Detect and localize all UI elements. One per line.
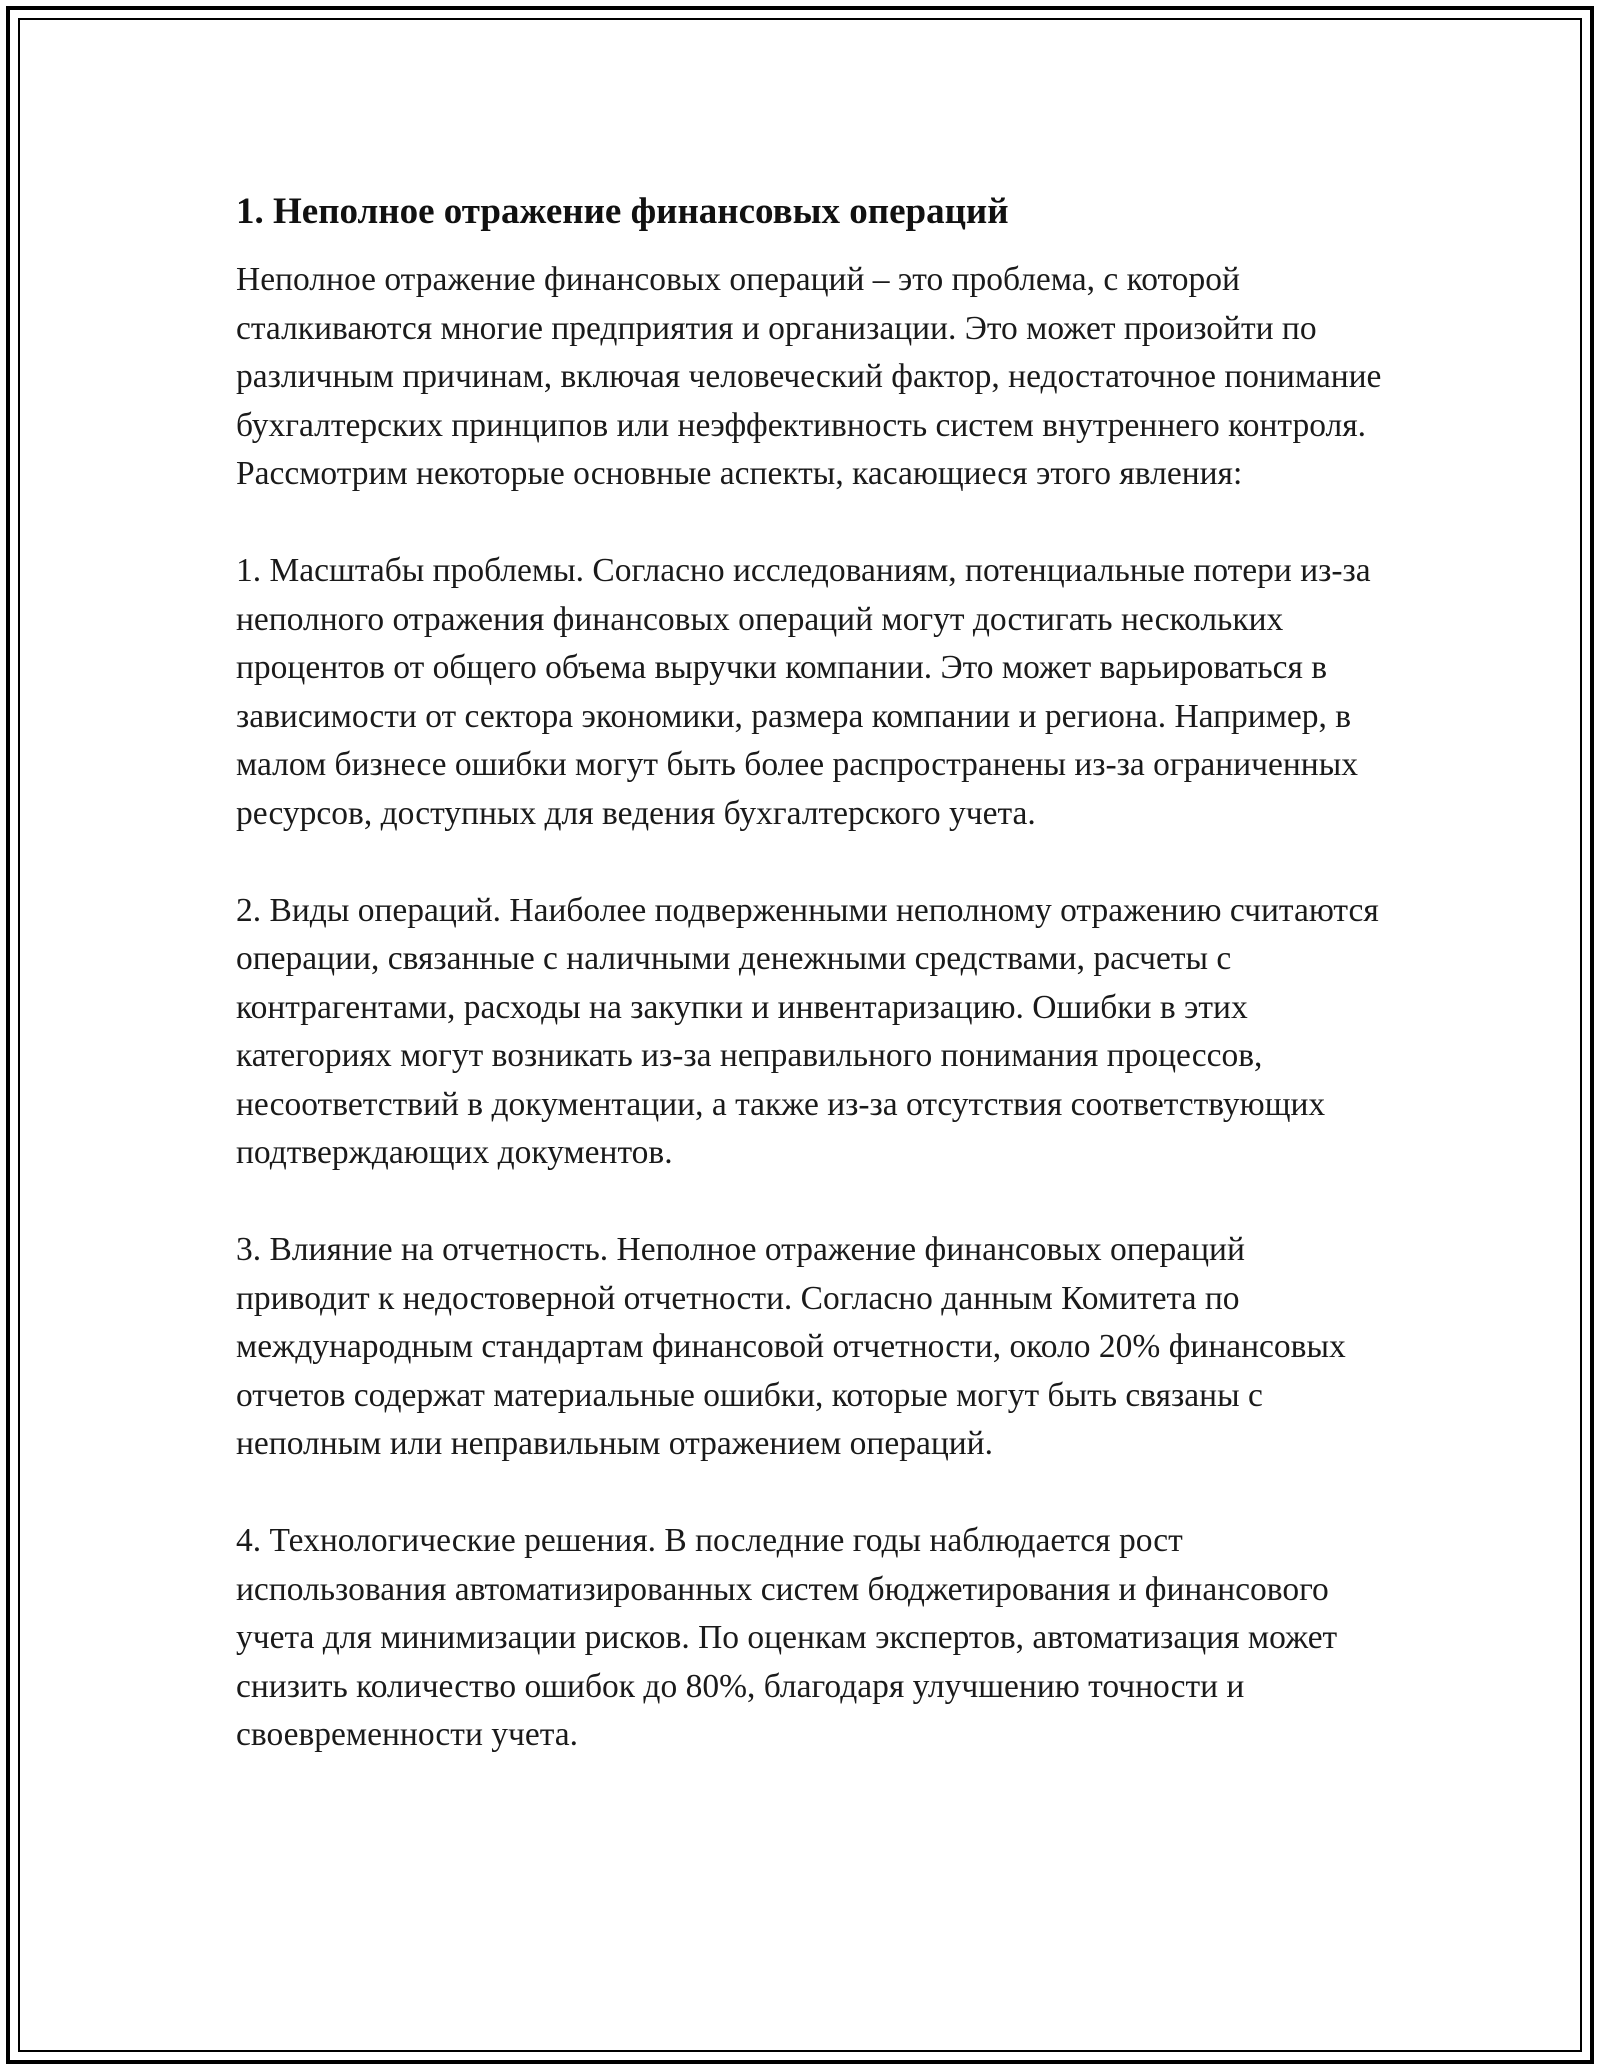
document-body [236,188,1386,1808]
section-heading: 1. Неполное отражение финансовых операций [236,191,1009,232]
paragraph-operation-types: 2. Виды операций. Наиболее подверженными неполному отражению считаются операции, связанные с наличными денежными средствами, расчеты с контрагентами, расходы на закупки и инвентаризацию. Ошибки в этих категориях могут возникать из-за неправильного понимания процессов, несоответствий в документации, а также из-за отсутствия соответствующих подтверждающих документов. [236,891,1379,1171]
paragraph-scale: 1. Масштабы проблемы. Согласно исследованиям, потенциальные потери из-за неполного отражения финансовых операций могут достигать нескольких процентов от общего объема выручки компании. Это может варьироваться в зависимости от сектора экономики, размера компании и региона. Например, в малом бизнесе ошибки могут быть более распространены из-за ограниченных ресурсов, доступных для ведения бухгалтерского учета. [236,552,1371,832]
paragraph-tech-solutions: 4. Технологические решения. В последние годы наблюдается рост использования автоматизированных систем бюджетирования и финансового учета для минимизации рисков. По оценкам экспертов, автоматизация может снизить количество ошибок до 80%, благодаря улучшению точности и своевременности учета. [236,1522,1338,1753]
intro-paragraph: Неполное отражение финансовых операций – это проблема, с которой сталкиваются многие предприятия и организации. Это может произойти по различным причинам, включая человеческий фактор, недостаточное понимание бухгалтерских принципов или неэффективность систем внутреннего контроля. Рассмотрим некоторые основные аспекты, касающиеся этого явления: [236,261,1382,492]
paragraph-reporting-impact: 3. Влияние на отчетность. Неполное отражение финансовых операций приводит к недостоверной отчетности. Согласно данным Комитета по международным стандартам финансовой отчетности, около 20% финансовых отчетов содержат материальные ошибки, которые могут быть связаны с неполным или неправильным отражением операций. [236,1231,1346,1462]
